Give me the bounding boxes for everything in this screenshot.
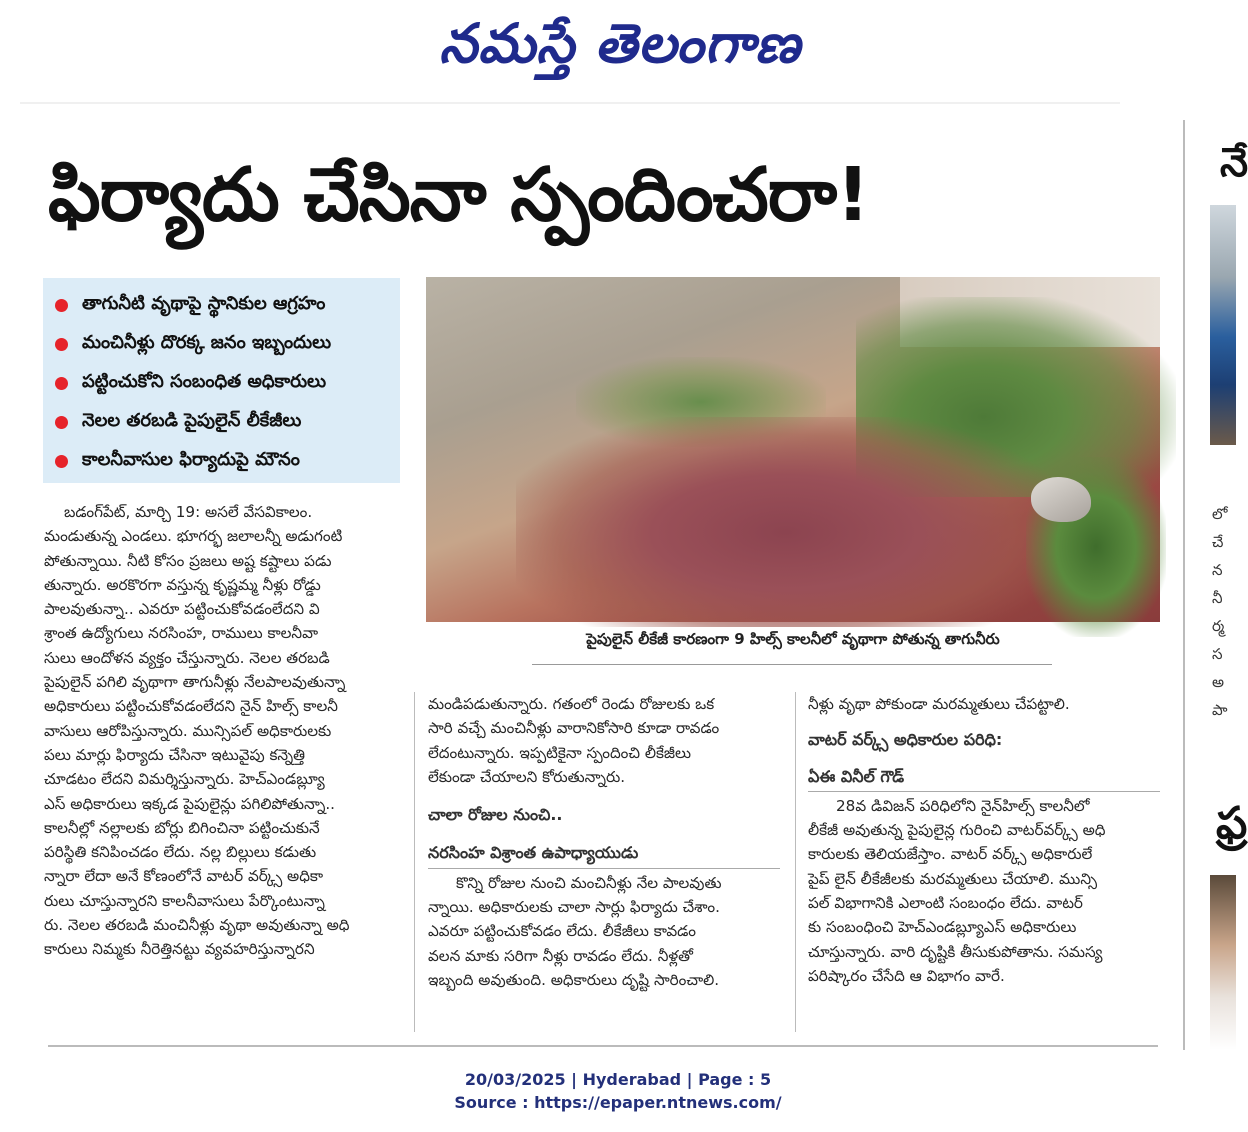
headline: ఫిర్యాదు చేసినా స్పందించరా! xyxy=(48,152,869,238)
quote-attribution: ఏఈ వినీల్ గౌడ్ xyxy=(808,766,905,786)
body-line: చూస్తున్నారు. వారి దృష్టికి తీసుకుపోతాను. సమస్య xyxy=(808,942,1103,961)
body-line: ఇబ్బంది అవుతుంది. అధికారులు దృష్టి సారించాలి. xyxy=(428,970,720,989)
body-line: కు సంబంధించి హెచ్‌ఎండబ్ల్యూఎస్ అధికారులు xyxy=(808,918,1077,937)
masthead-rule xyxy=(20,102,1120,104)
body-line: ఎవరూ పట్టించుకోవడం లేదు. లీకేజీలు కావడం xyxy=(428,922,696,941)
body-line: వాసులు ఆరోపిస్తున్నారు. మున్సిపల్ అధికారులకు xyxy=(44,721,332,740)
body-line: రు. నెలల తరబడి మంచినీళ్లు వృథా అవుతున్నా అధి xyxy=(44,916,350,935)
body-line: రులు చూస్తున్నారని కాలనీవాసులు పేర్కొంటున్నా xyxy=(44,891,325,910)
adjacent-text-line: న xyxy=(1212,561,1223,579)
adjacent-text-line: నీ xyxy=(1212,589,1223,607)
bullet-icon xyxy=(55,299,68,312)
body-line: సులు ఆందోళన వ్యక్తం చేస్తున్నారు. నెలల తరబడి xyxy=(44,648,330,667)
body-line: కారులకు తెలియజేస్తాం. వాటర్ వర్క్స్ అధికారులే xyxy=(808,845,1093,864)
adjacent-article-photo xyxy=(1210,205,1236,445)
body-line: న్నాయి. అధికారులకు చాలా సార్లు ఫిర్యాదు చేశాం. xyxy=(428,898,720,917)
body-line: పలు మార్లు ఫిర్యాదు చేసినా ఇటువైపు కన్నెత్తి xyxy=(44,745,305,764)
body-line: పాలవుతున్నా.. ఎవరూ పట్టించుకోవడంలేదని వి xyxy=(44,600,320,619)
highlight-text: నెలల తరబడి పైపులైన్ లీకేజీలు xyxy=(82,409,302,431)
bullet-icon xyxy=(55,455,68,468)
body-line: మండిపడుతున్నారు. గతంలో రెండు రోజులకు ఒక xyxy=(428,695,715,713)
highlight-item xyxy=(55,366,326,400)
body-line: తున్నారు. అరకొరగా వస్తున్న కృష్ణమ్మ నీళ్లు రోడ్డు xyxy=(44,575,321,594)
body-line: కొన్ని రోజుల నుంచి మంచినీళ్లు నేల పాలవుతు xyxy=(456,873,722,892)
masthead-logo: నమస్తే తెలంగాణ xyxy=(439,11,801,75)
subhead: వాటర్ వర్క్స్ అధికారుల పరిధి: xyxy=(808,730,1003,750)
body-line: పోతున్నాయి. నీటి కోసం ప్రజలు అష్ట కష్టాలు పడు xyxy=(44,551,332,570)
column-separator xyxy=(414,692,415,1032)
body-line: మండుతున్న ఎండలు. భూగర్భ జలాలన్నీ అడుగంటి xyxy=(44,527,343,546)
adjacent-article-subhead: ఫ్ర xyxy=(1216,798,1248,849)
body-line: శ్రాంత ఉద్యోగులు నరసింహ, రాములు కాలనీవా xyxy=(44,624,318,643)
body-line: బడంగ్‌పేట్, మార్చి 19: అసలే వేసవికాలం. xyxy=(64,503,313,521)
source-link[interactable]: Source : https://epaper.ntnews.com/ xyxy=(454,1093,782,1112)
body-line: 28వ డివిజన్ పరిధిలోని నైన్‌హిల్స్ కాలనీలో xyxy=(836,796,1090,815)
body-line: వలన మాకు సరిగా నీళ్లు రావడం లేదు. నీళ్లతో xyxy=(428,946,693,965)
body-line: పైపులైన్ పగిలి వృథాగా తాగునీళ్లు నేలపాలవుతున్నా xyxy=(44,673,346,692)
article-photo xyxy=(426,277,1160,622)
adjacent-text-line: చే xyxy=(1212,533,1224,551)
body-line: న్నారా లేదా అనే కోణంలోనే వాటర్ వర్క్స్ అధికా xyxy=(44,867,324,886)
highlights-box xyxy=(43,278,400,483)
body-line: సారి వచ్చే మంచినీళ్లు వారానికోసారి కూడా రావడం xyxy=(428,719,720,738)
article-column-2 xyxy=(428,692,780,992)
page-footer xyxy=(0,1068,1236,1114)
article-column-3 xyxy=(808,692,1160,988)
adjacent-text-line: స xyxy=(1212,645,1223,663)
highlight-item xyxy=(55,327,331,361)
highlight-item xyxy=(55,405,301,439)
body-line: పైప్ లైన్ లీకేజీలకు మరమ్మతులు చేయాలి. మున్సి xyxy=(808,869,1098,888)
body-line: లేకుండా చేయాలని కోరుతున్నారు. xyxy=(428,767,626,786)
body-line: లీకేజీ అవుతున్న పైపులైన్ల గురించి వాటర్‌వర్క్స్ అధి xyxy=(808,821,1106,840)
body-line: కాలనీల్లో నల్లాలకు బోర్లు బిగించినా పట్టించుకునే xyxy=(44,818,320,837)
body-line: కారులు నిమ్మకు నీరెత్తినట్టు వ్యవహరిస్తున్నారని xyxy=(44,940,315,959)
highlight-item xyxy=(55,288,325,322)
column-divider xyxy=(1183,120,1185,1050)
adjacent-text-line: పా xyxy=(1212,701,1228,719)
photo-caption: పైపులైన్ లీకేజీ కారణంగా 9 హిల్స్ కాలనీలో వృథాగా పోతున్న తాగునీరు xyxy=(586,630,1000,648)
body-line: పరిష్కారం చేసేది ఆ విభాగం వారే. xyxy=(808,966,1005,985)
body-line: చూడటం లేదని విమర్శిస్తున్నారు. హెచ్‌ఎండబ్ల్యూ xyxy=(44,770,325,789)
highlight-text: పట్టించుకోని సంబంధిత అధికారులు xyxy=(82,370,327,392)
body-line: పల్ విభాగానికి ఎలాంటి సంబంధం లేదు. వాటర్ xyxy=(808,894,1083,913)
highlight-item xyxy=(55,444,300,478)
column-separator xyxy=(795,692,796,1032)
body-line: లేదంటున్నారు. ఇప్పటికైనా స్పందించి లీకేజీలు xyxy=(428,743,692,762)
adjacent-article-text xyxy=(1212,500,1236,724)
body-line: అధికారులు పట్టించుకోవడంలేదని నైన్ హిల్స్ కాలనీ xyxy=(44,697,338,716)
adjacent-article-headline: నే xyxy=(1220,140,1248,186)
highlight-text: కాలనీవాసుల ఫిర్యాదుపై మౌనం xyxy=(82,448,300,470)
quote-attribution: నరసింహ విశ్రాంత ఉపాధ్యాయుడు xyxy=(428,843,639,863)
caption-rule xyxy=(532,664,1052,665)
adjacent-text-line: అ xyxy=(1212,673,1225,691)
edition-info: 20/03/2025 | Hyderabad | Page : 5 xyxy=(464,1070,772,1089)
attribution-rule xyxy=(808,791,1160,792)
article-column-1 xyxy=(44,500,402,962)
adjacent-article-photo-2 xyxy=(1210,875,1236,1050)
bullet-icon xyxy=(55,338,68,351)
bullet-icon xyxy=(55,416,68,429)
bullet-icon xyxy=(55,377,68,390)
subhead: చాలా రోజుల నుంచి.. xyxy=(428,805,563,825)
highlight-text: మంచినీళ్లు దొరక్క జనం ఇబ్బందులు xyxy=(82,331,332,353)
body-line: నీళ్లు వృథా పోకుండా మరమ్మతులు చేపట్టాలి. xyxy=(808,695,1070,713)
bottom-rule xyxy=(48,1045,1158,1047)
adjacent-text-line: లో xyxy=(1212,505,1228,523)
body-line: పరిస్థితి కనిపించడం లేదు. నల్ల బిల్లులు కడుతు xyxy=(44,843,317,862)
adjacent-text-line: ర్మ xyxy=(1212,617,1225,635)
highlight-text: తాగునీటి వృథాపై స్థానికుల ఆగ్రహం xyxy=(82,292,326,314)
body-line: ఎస్ అధికారులు ఇక్కడ పైపులైన్లు పగిలిపోతున్నా.. xyxy=(44,794,336,813)
attribution-rule xyxy=(428,868,780,869)
